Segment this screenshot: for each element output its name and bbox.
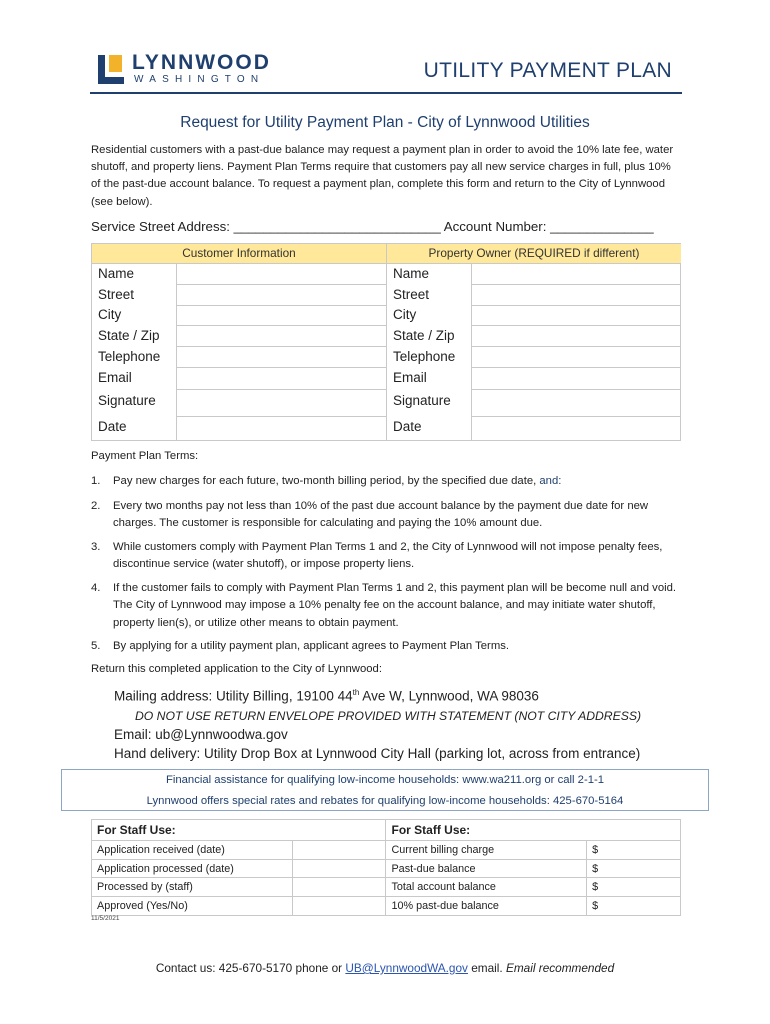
logo-mark-icon: [98, 55, 124, 84]
term-item: [91, 638, 683, 656]
contact-recommend: Email recommended: [505, 961, 615, 975]
address-account-line: [91, 219, 681, 234]
contact-middle: email.: [467, 961, 506, 975]
staff-entry-cell[interactable]: [292, 859, 386, 878]
table-row: [92, 878, 681, 897]
hand-delivery: Hand delivery: Utility Drop Box at Lynnwood City Hall (parking lot, across from entrance): [114, 746, 641, 761]
field-label: Date: [393, 419, 422, 434]
field-label: Telephone: [393, 349, 456, 364]
field-label: Signature: [98, 393, 156, 408]
mailing-address-sup: th: [352, 688, 360, 697]
intro-paragraph: Residential customers with a past-due balance may request a payment plan in order to avoid the 10% late fee, water shutoff, and property liens. Payment Plan Terms require that customers pay all new service charges in full, plus 10% of the past-due account balance. To request a payment plan, complete this form and return to the City of Lynnwood (see below).: [91, 144, 674, 208]
term-text-tail: and:: [536, 475, 562, 487]
staff-header-left: For Staff Use:: [92, 820, 386, 841]
staff-label: Past-due balance: [386, 859, 587, 878]
staff-label: Total account balance: [386, 878, 587, 897]
term-text: While customers comply with Payment Plan Terms 1 and 2, the City of Lynnwood will not impose penalty fees, discontinue service (water shutoff), or impose property liens.: [113, 541, 663, 571]
mailing-address-prefix: Mailing address: Utility Billing, 19100 44: [114, 688, 353, 704]
field-label: Signature: [393, 393, 451, 408]
contact-email-link[interactable]: UB@LynnwoodWA.gov: [345, 961, 468, 975]
assistance-line-1: Financial assistance for qualifying low-income households: www.wa211.org or call 2-1-1: [165, 774, 605, 786]
term-text: By applying for a utility payment plan, applicant agrees to Payment Plan Terms.: [113, 640, 510, 652]
form-heading: Request for Utility Payment Plan - City of Lynnwood Utilities: [180, 114, 590, 131]
table-row: [92, 859, 681, 878]
term-text: If the customer fails to comply with Payment Plan Terms 1 and 2, this payment plan will be become null and void. The City of Lynnwood may impose a 10% penalty fee on the account balance, and may initiate water shutoff, property lien(s), or utilize other means to obtain payment.: [113, 582, 677, 629]
term-number: 1.: [91, 475, 101, 487]
mailing-address-suffix: Ave W, Lynnwood, WA 98036: [359, 688, 539, 704]
terms-heading: Payment Plan Terms:: [91, 450, 199, 462]
mailing-address: [114, 688, 539, 704]
staff-entry-cell[interactable]: [292, 841, 386, 860]
assistance-box: [61, 769, 709, 811]
revision-date: 11/5/2021: [91, 915, 120, 922]
staff-label: Application received (date): [92, 841, 293, 860]
envelope-warning: DO NOT USE RETURN ENVELOPE PROVIDED WITH STATEMENT (NOT CITY ADDRESS): [135, 709, 642, 723]
field-label: Street: [98, 287, 135, 302]
field-label: Name: [98, 266, 135, 281]
field-label: Telephone: [98, 349, 161, 364]
city-logo: [98, 51, 298, 91]
staff-amount-cell[interactable]: $: [587, 878, 681, 897]
field-label: City: [98, 307, 122, 322]
field-label: Street: [393, 287, 430, 302]
owner-info-header: Property Owner (REQUIRED if different): [387, 244, 681, 264]
term-text: Every two months pay not less than 10% of the past due account balance by the payment due date for new charges. The customer is responsible for calculating and paying the 10% amount due.: [113, 500, 649, 530]
term-number: 4.: [91, 582, 101, 594]
staff-label: Processed by (staff): [92, 878, 293, 897]
field-label: State / Zip: [393, 328, 455, 343]
term-item: [91, 473, 683, 491]
logo-name: LYNNWOOD: [132, 51, 271, 74]
return-heading: Return this completed application to the City of Lynnwood:: [91, 663, 382, 675]
owner-info-column: [386, 244, 681, 440]
assistance-line-2: Lynnwood offers special rates and rebates for qualifying low-income households: 425-670-5164: [146, 795, 624, 807]
field-label: Email: [393, 370, 427, 385]
table-row: [92, 841, 681, 860]
term-item: [91, 580, 683, 634]
staff-label: Approved (Yes/No): [92, 897, 293, 916]
staff-entry-cell[interactable]: [292, 897, 386, 916]
service-address-label: Service Street Address:: [91, 219, 230, 234]
term-text: Pay new charges for each future, two-month billing period, by the specified due date,: [113, 475, 537, 487]
field-label: State / Zip: [98, 328, 160, 343]
staff-header-right: For Staff Use:: [386, 820, 681, 841]
field-label: Date: [98, 419, 127, 434]
term-number: 2.: [91, 500, 101, 512]
table-row: [92, 897, 681, 916]
field-label: Email: [98, 370, 132, 385]
staff-use-table: [91, 819, 681, 916]
staff-label: Application processed (date): [92, 859, 293, 878]
account-number-field[interactable]: ______________: [550, 219, 654, 234]
contact-prefix: Contact us: 425-670-5170 phone or: [155, 961, 346, 975]
term-item: [91, 539, 683, 575]
staff-amount-cell[interactable]: $: [587, 841, 681, 860]
service-address-field[interactable]: ____________________________: [233, 219, 441, 234]
staff-amount-cell[interactable]: $: [587, 859, 681, 878]
staff-entry-cell[interactable]: [292, 878, 386, 897]
info-table: [91, 243, 681, 441]
return-email: Email: ub@Lynnwoodwa.gov: [114, 727, 288, 742]
field-label: Name: [393, 266, 430, 281]
staff-label: 10% past-due balance: [386, 897, 587, 916]
logo-subtitle: WASHINGTON: [134, 74, 265, 85]
staff-amount-cell[interactable]: $: [587, 897, 681, 916]
document-title: UTILITY PAYMENT PLAN: [423, 59, 672, 82]
customer-info-header: Customer Information: [92, 244, 386, 264]
account-number-label: Account Number:: [443, 219, 547, 234]
contact-line: [0, 961, 770, 975]
term-number: 3.: [91, 541, 101, 553]
field-label: City: [393, 307, 417, 322]
customer-info-column: [92, 244, 386, 440]
term-item: [91, 498, 683, 534]
staff-label: Current billing charge: [386, 841, 587, 860]
header-divider: [90, 92, 682, 94]
term-number: 5.: [91, 640, 101, 652]
